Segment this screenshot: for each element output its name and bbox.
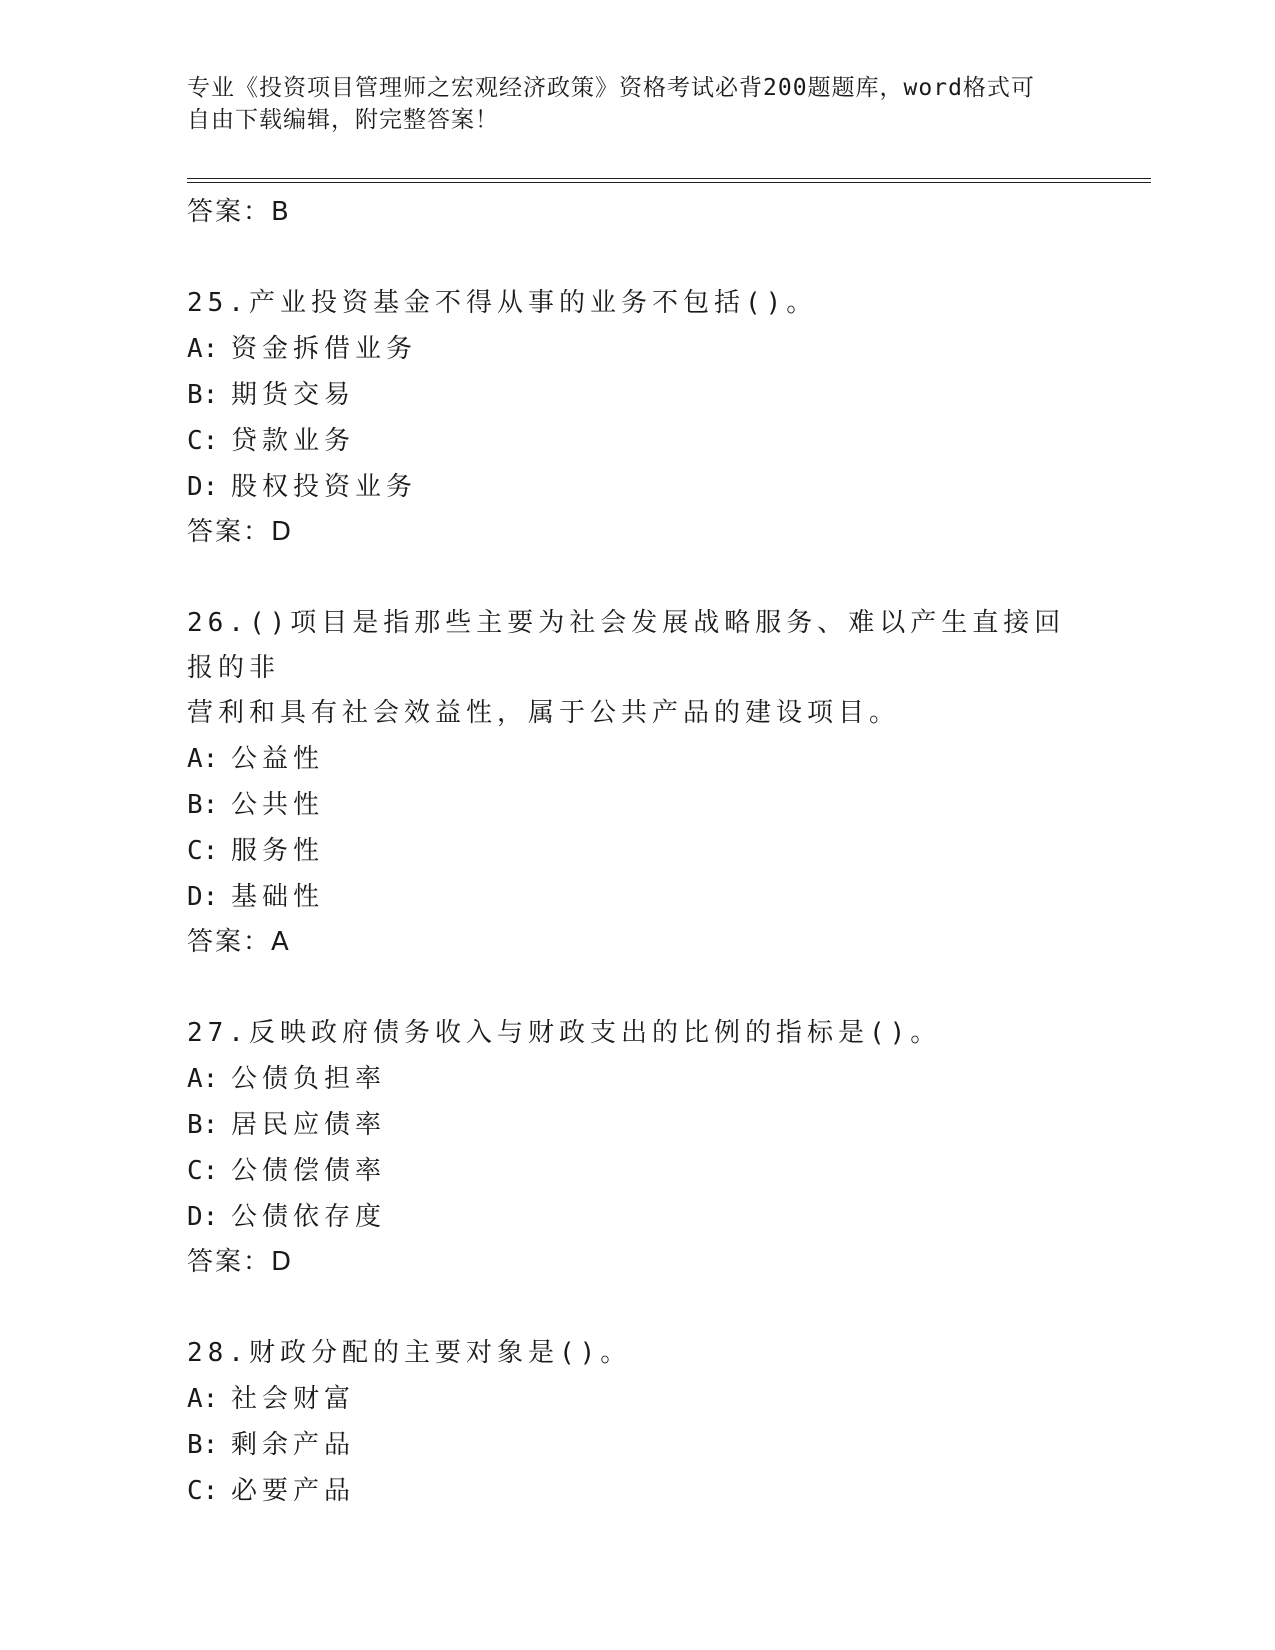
option-a xyxy=(187,736,1087,782)
question-text-line-2: 营利和具有社会效益性，属于公共产品的建设项目。 xyxy=(187,698,901,728)
option-c xyxy=(187,828,1087,874)
option-text: 公债偿债率 xyxy=(231,1156,387,1186)
header-divider-bottom xyxy=(187,182,1151,183)
option-key: B: xyxy=(187,1430,219,1460)
document-header xyxy=(187,72,1087,136)
question-block xyxy=(187,1011,1087,1285)
option-key: A: xyxy=(187,744,219,774)
answer-line: 答案：D xyxy=(187,517,294,547)
option-text: 社会财富 xyxy=(231,1384,356,1414)
option-text: 贷款业务 xyxy=(231,426,356,456)
option-key: C: xyxy=(187,1476,219,1506)
option-text: 公债负担率 xyxy=(231,1064,387,1094)
option-text: 服务性 xyxy=(231,836,325,866)
option-b xyxy=(187,1102,1087,1148)
header-line-1: 专业《投资项目管理师之宏观经济政策》资格考试必背200题题库，word格式可 xyxy=(187,75,1035,101)
question-list xyxy=(187,190,1087,1514)
question-block xyxy=(187,1331,1087,1514)
option-c xyxy=(187,418,1087,464)
option-d xyxy=(187,464,1087,510)
option-key: D: xyxy=(187,882,219,912)
header-line-2: 自由下载编辑，附完整答案！ xyxy=(187,107,499,133)
option-key: D: xyxy=(187,472,219,502)
option-d xyxy=(187,874,1087,920)
option-key: C: xyxy=(187,426,219,456)
option-text: 资金拆借业务 xyxy=(231,334,418,364)
question-block xyxy=(187,601,1087,965)
option-text: 剩余产品 xyxy=(231,1430,356,1460)
option-key: C: xyxy=(187,836,219,866)
option-text: 公共性 xyxy=(231,790,325,820)
option-d xyxy=(187,1194,1087,1240)
option-text: 公债依存度 xyxy=(231,1202,387,1232)
option-key: A: xyxy=(187,1384,219,1414)
option-c xyxy=(187,1148,1087,1194)
option-b xyxy=(187,1422,1087,1468)
option-text: 公益性 xyxy=(231,744,325,774)
option-key: A: xyxy=(187,334,219,364)
option-key: C: xyxy=(187,1156,219,1186)
option-text: 期货交易 xyxy=(231,380,356,410)
option-key: B: xyxy=(187,380,219,410)
option-a xyxy=(187,1056,1087,1102)
header-divider-top xyxy=(187,178,1151,179)
option-key: B: xyxy=(187,790,219,820)
option-key: D: xyxy=(187,1202,219,1232)
answer-line: 答案：A xyxy=(187,927,291,957)
question-text: 27.反映政府债务收入与财政支出的比例的指标是()。 xyxy=(187,1018,942,1048)
option-a xyxy=(187,326,1087,372)
option-c xyxy=(187,1468,1087,1514)
question-text-line-1: 26.()项目是指那些主要为社会发展战略服务、难以产生直接回报的非 xyxy=(187,608,1066,683)
option-b xyxy=(187,782,1087,828)
option-a xyxy=(187,1376,1087,1422)
option-b xyxy=(187,372,1087,418)
answer-line: 答案：D xyxy=(187,1247,294,1277)
option-text: 居民应债率 xyxy=(231,1110,387,1140)
question-text: 28.财政分配的主要对象是()。 xyxy=(187,1338,632,1368)
option-text: 必要产品 xyxy=(231,1476,356,1506)
option-text: 股权投资业务 xyxy=(231,472,418,502)
option-key: A: xyxy=(187,1064,219,1094)
question-text: 25.产业投资基金不得从事的业务不包括()。 xyxy=(187,288,818,318)
question-block xyxy=(187,281,1087,555)
answer-line: 答案：B xyxy=(187,197,291,227)
option-key: B: xyxy=(187,1110,219,1140)
option-text: 基础性 xyxy=(231,882,325,912)
